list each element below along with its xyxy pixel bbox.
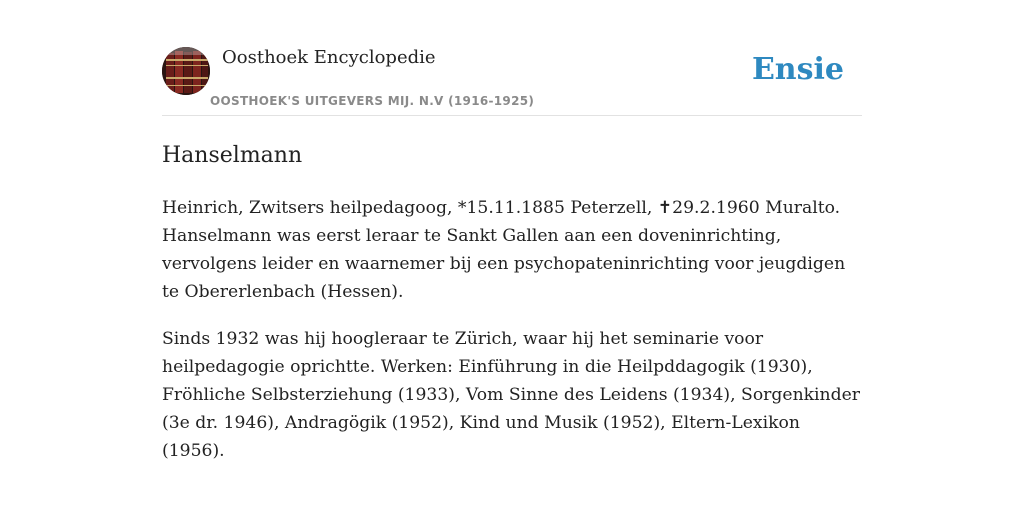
- ensie-logo[interactable]: Ensie: [751, 52, 844, 87]
- source-subtitle: OOSTHOEK'S UITGEVERS MIJ. N.V (1916-1925): [210, 94, 535, 108]
- entry-paragraph-1: Heinrich, Zwitsers heilpedagoog, *15.11.1885 Peterzell, ✝29.2.1960 Muralto. Hanselmann was eerst leraar te Sankt Gallen aan een doveninrichting, vervolgens leider en waarnemer bij een psychopateninrichting voor jeugdigen te Obererlenbach (Hessen).: [162, 198, 846, 302]
- entry-title: Hanselmann: [162, 143, 303, 168]
- entry-paragraph-2: Sinds 1932 was hij hoogleraar te Zürich, waar hij het seminarie voor heilpedagogie oprichtte. Werken: Einführung in die Heilpddagogik (1930), Fröhliche Selbsterziehung (1933), Vom Sinne des Leidens (1934), Sorgenkinder (3e dr. 1946), Andragögik (1952), Kind und Musik (1952), Eltern-Lexikon (1956).: [162, 329, 861, 461]
- source-header: [162, 46, 862, 116]
- source-avatar[interactable]: [162, 47, 210, 95]
- entry-card: [162, 46, 862, 465]
- book-spines-icon: [162, 47, 210, 95]
- source-title[interactable]: Oosthoek Encyclopedie: [222, 47, 436, 68]
